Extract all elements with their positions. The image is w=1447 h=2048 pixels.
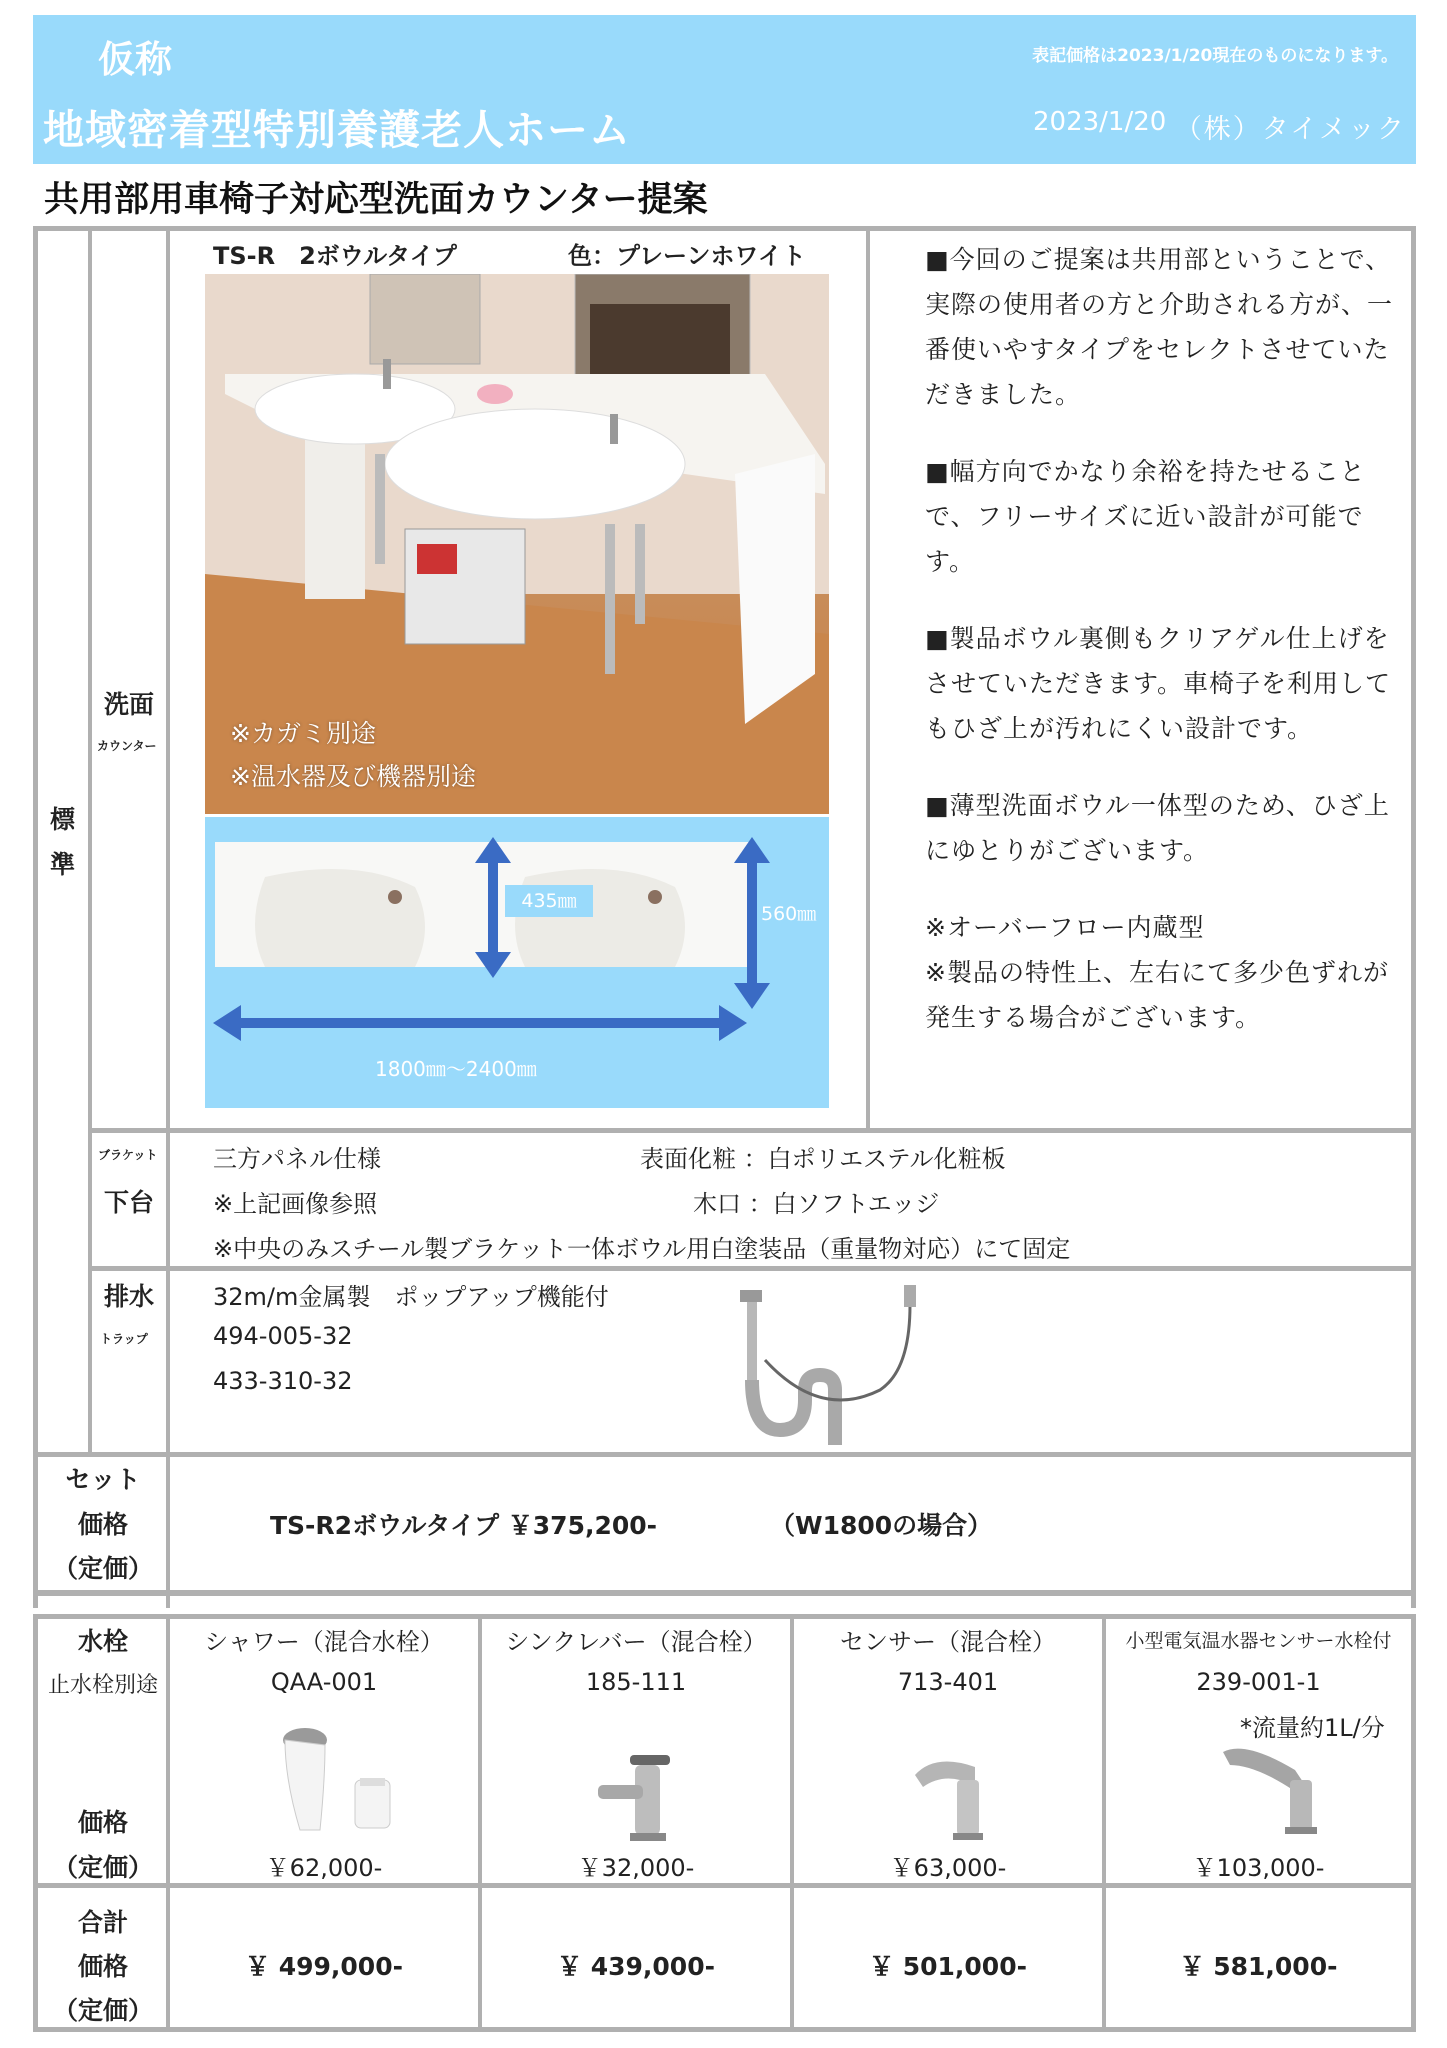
depth-label: 435㎜	[505, 885, 593, 917]
faucet-flow-note: *流量約1L/分	[1240, 1714, 1385, 1742]
drain-sublabel: トラップ	[100, 1332, 148, 1346]
faucet-code: 239-001-1	[1196, 1668, 1321, 1696]
arrow-down-icon	[475, 952, 511, 978]
faucet-price: ￥103,000-	[1192, 1854, 1325, 1882]
drain-spec: 32m/m金属製 ポップアップ機能付	[213, 1283, 609, 1311]
faucet-name: センサー（混合栓）	[840, 1628, 1056, 1656]
set-label-3: （定価）	[52, 1554, 153, 1583]
width-label: 1800㎜～2400㎜	[375, 1057, 537, 1081]
faucet-name: シャワー（混合水栓）	[204, 1628, 444, 1656]
total-price: ￥ 581,000-	[1179, 1952, 1338, 1981]
set-label-2: 価格	[77, 1510, 128, 1539]
description-para-2: ■幅方向でかなり余裕を持たせることで、フリーサイズに近い設計が可能です。	[925, 457, 1366, 576]
counter-photo	[205, 274, 829, 814]
faucet-price: ￥32,000-	[577, 1854, 695, 1882]
base-line1-left: 三方パネル仕様	[213, 1145, 381, 1173]
faucet-name: シンクレバー（混合栓）	[505, 1628, 767, 1656]
set-note: （W1800の場合）	[770, 1511, 993, 1540]
faucet-label: 水栓	[77, 1627, 128, 1656]
arrow-total-depth-shaft	[747, 845, 757, 995]
drain-part-2: 433-310-32	[213, 1367, 353, 1395]
total-price: ￥ 439,000-	[557, 1952, 715, 1981]
photo-note-heater: ※温水器及び機器別途	[230, 762, 476, 791]
set-price: TS-R2ボウルタイプ ￥375,200-	[270, 1511, 658, 1540]
set-label-1: セット	[65, 1465, 141, 1494]
provisional-label: 仮称	[98, 38, 172, 81]
shower-faucet-icon	[270, 1720, 400, 1840]
counter-model: TS-R 2ボウルタイプ	[213, 242, 457, 270]
counter-color: 色：プレーンホワイト	[568, 242, 806, 270]
photo-note-mirror: ※カガミ別途	[230, 719, 376, 748]
drain-trap-icon	[720, 1280, 930, 1450]
drain-label: 排水	[104, 1282, 155, 1311]
base-line2-right: 木口 ：白ソフトエッジ	[693, 1190, 940, 1218]
counter-description	[925, 237, 1395, 1072]
date: 2023/1/20	[1033, 107, 1167, 137]
total-depth-label: 560㎜	[761, 903, 817, 925]
base-line3: ※中央のみスチール製ブラケット一体ボウル用白塗装品（重量物対応）にて固定	[213, 1235, 1071, 1263]
faucet-name: 小型電気温水器センサー水栓付	[1125, 1630, 1392, 1652]
drain-part-1: 494-005-32	[213, 1322, 353, 1350]
total-label-2: 価格	[77, 1952, 128, 1981]
arrow-left-icon	[213, 1005, 241, 1041]
base-line2-left: ※上記画像参照	[213, 1190, 378, 1218]
faucet-price-label-2: （定価）	[52, 1853, 153, 1882]
counter-sublabel: カウンター	[97, 739, 157, 753]
standard-label-1: 標	[50, 805, 76, 834]
faucet-sublabel: 止水栓別途	[47, 1673, 158, 1698]
total-price: ￥ 501,000-	[869, 1952, 1027, 1981]
base-label: 下台	[104, 1188, 155, 1217]
heater-sensor-faucet-icon	[1215, 1730, 1335, 1840]
faucet-price: ￥63,000-	[889, 1854, 1007, 1882]
standard-label-2: 準	[50, 850, 76, 879]
facility-name: 地域密着型特別養護老人ホーム	[43, 106, 631, 154]
base-line1-right: 表面化粧 ：白ポリエステル化粧板	[640, 1145, 1006, 1173]
arrow-up-icon-2	[734, 837, 770, 863]
price-note: 表記価格は2023/1/20現在のものになります。	[1032, 46, 1398, 66]
description-para-5: ※オーバーフロー内蔵型 ※製品の特性上、左右にて多少色ずれが発生する場合がございます。	[925, 913, 1389, 1032]
total-price: ￥ 499,000-	[245, 1952, 403, 1981]
total-label-3: （定価）	[52, 1996, 153, 2025]
faucet-price-label-1: 価格	[77, 1808, 128, 1837]
dimension-diagram	[205, 817, 829, 1108]
arrow-right-icon	[719, 1005, 747, 1041]
base-sublabel: ブラケット	[98, 1148, 158, 1162]
faucet-code: QAA-001	[270, 1668, 378, 1696]
company-name: （株）タイメック	[1174, 114, 1406, 145]
description-para-4: ■薄型洗面ボウル一体型のため、ひざ上にゆとりがございます。	[925, 791, 1390, 865]
arrow-width-shaft	[230, 1018, 730, 1028]
lever-faucet-icon	[590, 1745, 690, 1845]
faucet-code: 185-111	[585, 1668, 687, 1696]
total-label-1: 合計	[77, 1908, 128, 1937]
faucet-price: ￥62,000-	[265, 1854, 383, 1882]
description-para-3: ■製品ボウル裏側もクリアゲル仕上げをさせていただきます。車椅子を利用してもひざ上が汚れにくい設計です。	[925, 624, 1392, 743]
arrow-up-icon	[475, 837, 511, 863]
description-para-1: ■今回のご提案は共用部ということで、実際の使用者の方と介助される方が、一番使いやすタイプをセレクトさせていただきました。	[925, 245, 1394, 409]
page-title: 共用部用車椅子対応型洗面カウンター提案	[44, 180, 708, 220]
sensor-faucet-icon	[905, 1745, 1005, 1845]
counter-label: 洗面	[104, 690, 155, 719]
faucet-code: 713-401	[897, 1668, 999, 1696]
header-banner	[33, 15, 1416, 164]
